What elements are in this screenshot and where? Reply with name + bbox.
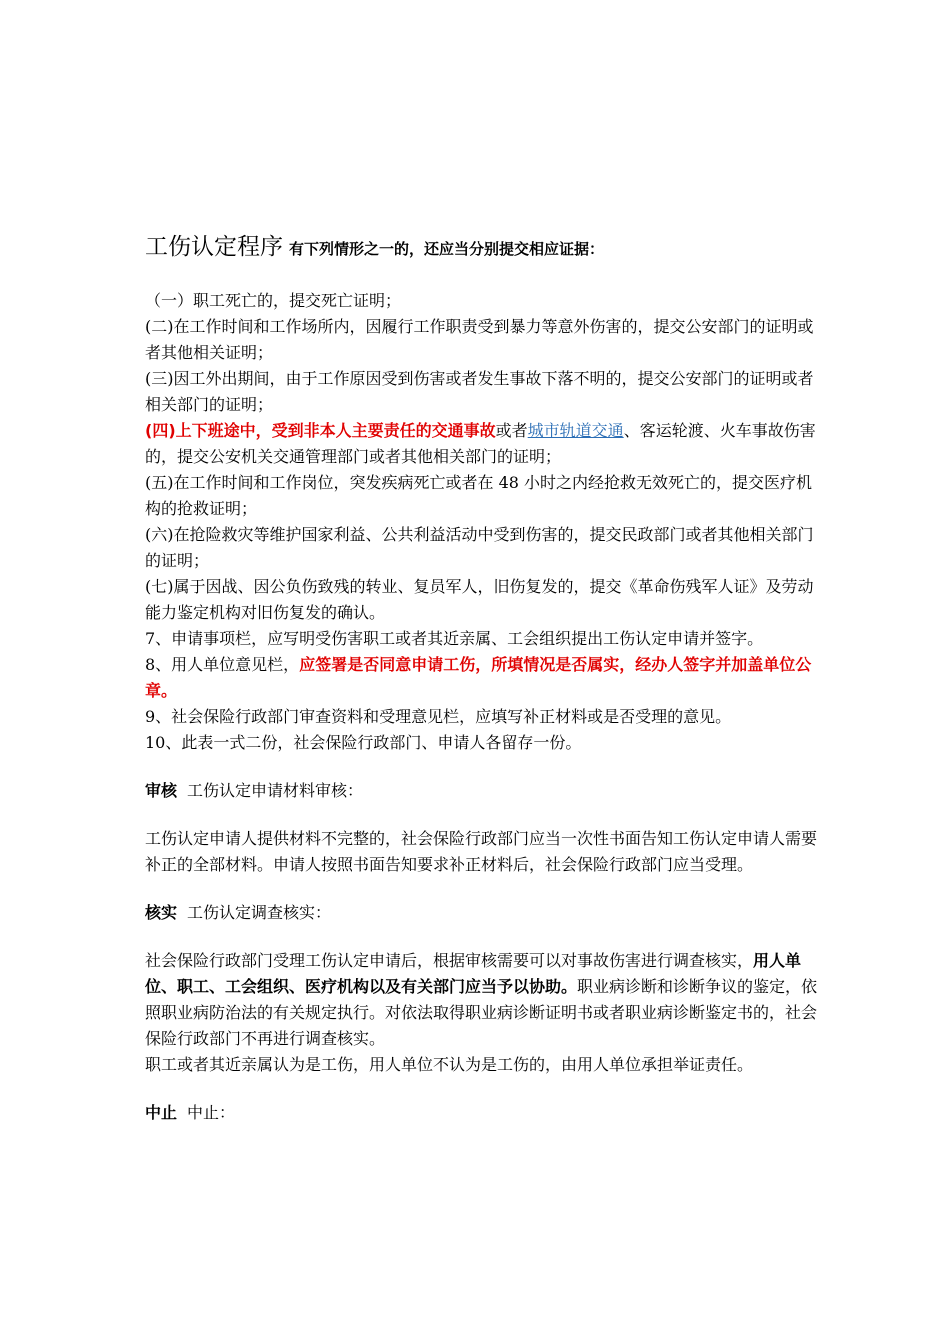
- verify-body-rest: 职业病诊断和诊断争议的鉴定，依照职业病防治法的有关规定执行。对依法取得职业病诊断证明书或者职业病诊断鉴定书的，社会保险行政部门不再进行调查核实。: [145, 977, 818, 1048]
- note-8: [145, 652, 825, 704]
- verify-body: [145, 948, 825, 1052]
- item-4-mid: 或者: [495, 421, 528, 440]
- item-1: （一）职工死亡的，提交死亡证明；: [145, 291, 402, 310]
- note-8-highlight: 应签署是否同意申请工伤，所填情况是否属实，经办人签字并加盖单位公章。: [145, 655, 812, 700]
- item-5: (五)在工作时间和工作岗位，突发疾病死亡或者在 48 小时之内经抢救无效死亡的，提交医疗机构的抢救证明；: [145, 473, 813, 518]
- item-4-highlight: 上下班途中，受到非本人主要责任的交通事故: [175, 421, 496, 440]
- suspend-heading: [145, 1100, 825, 1126]
- review-heading: [145, 778, 825, 804]
- rail-transit-link[interactable]: 城市轨道交通: [527, 421, 624, 440]
- item-4: [145, 418, 825, 470]
- verify-heading: [145, 900, 825, 926]
- note-9: 9、社会保险行政部门审查资料和受理意见栏，应填写补正材料或是否受理的意见。: [145, 707, 732, 726]
- review-label: 审核: [145, 781, 178, 800]
- item-7: (七)属于因战、因公负伤致残的转业、复员军人，旧伤复发的，提交《革命伤残军人证》及劳动能力鉴定机构对旧伤复发的确认。: [145, 577, 814, 622]
- item-2: (二)在工作时间和工作场所内，因履行工作职责受到暴力等意外伤害的，提交公安部门的证明或者其他相关证明；: [145, 317, 814, 362]
- note-10: 10、此表一式二份，社会保险行政部门、申请人各留存一份。: [145, 733, 582, 752]
- verify-body-bold: 用人单位、职工、工会组织、医疗机构以及有关部门应当予以协助。: [145, 951, 802, 996]
- page-subtitle: 有下列情形之一的，还应当分别提交相应证据：: [289, 240, 605, 258]
- item-4-prefix: (四): [145, 421, 176, 440]
- verify-title: 工伤认定调查核实：: [187, 903, 332, 922]
- review-title: 工伤认定申请材料审核：: [187, 781, 364, 800]
- verify-body-prefix: 社会保险行政部门受理工伤认定申请后，根据审核需要可以对事故伤害进行调查核实，: [145, 951, 754, 970]
- title-line: [145, 230, 825, 264]
- suspend-title: 中止：: [187, 1103, 236, 1122]
- item-3: (三)因工外出期间，由于工作原因受到伤害或者发生事故下落不明的，提交公安部门的证明或者相关部门的证明；: [145, 369, 814, 414]
- item-4-rest: 、客运轮渡、火车事故伤害的，提交公安机关交通管理部门或者其他相关部门的证明；: [145, 421, 816, 466]
- verify-label: 核实: [145, 903, 178, 922]
- verify-body-2: 职工或者其近亲属认为是工伤，用人单位不认为是工伤的，由用人单位承担举证责任。: [145, 1055, 754, 1074]
- document-page: [145, 230, 825, 1148]
- review-body: 工伤认定申请人提供材料不完整的，社会保险行政部门应当一次性书面告知工伤认定申请人需要补正的全部材料。申请人按照书面告知要求补正材料后，社会保险行政部门应当受理。: [145, 829, 818, 874]
- page-title: 工伤认定程序: [145, 234, 283, 260]
- suspend-label: 中止: [145, 1103, 178, 1122]
- item-6: (六)在抢险救灾等维护国家利益、公共利益活动中受到伤害的，提交民政部门或者其他相关部门的证明；: [145, 525, 814, 570]
- note-8-prefix: 8、用人单位意见栏，: [145, 655, 300, 674]
- note-7: 7、申请事项栏，应写明受伤害职工或者其近亲属、工会组织提出工伤认定申请并签字。: [145, 629, 764, 648]
